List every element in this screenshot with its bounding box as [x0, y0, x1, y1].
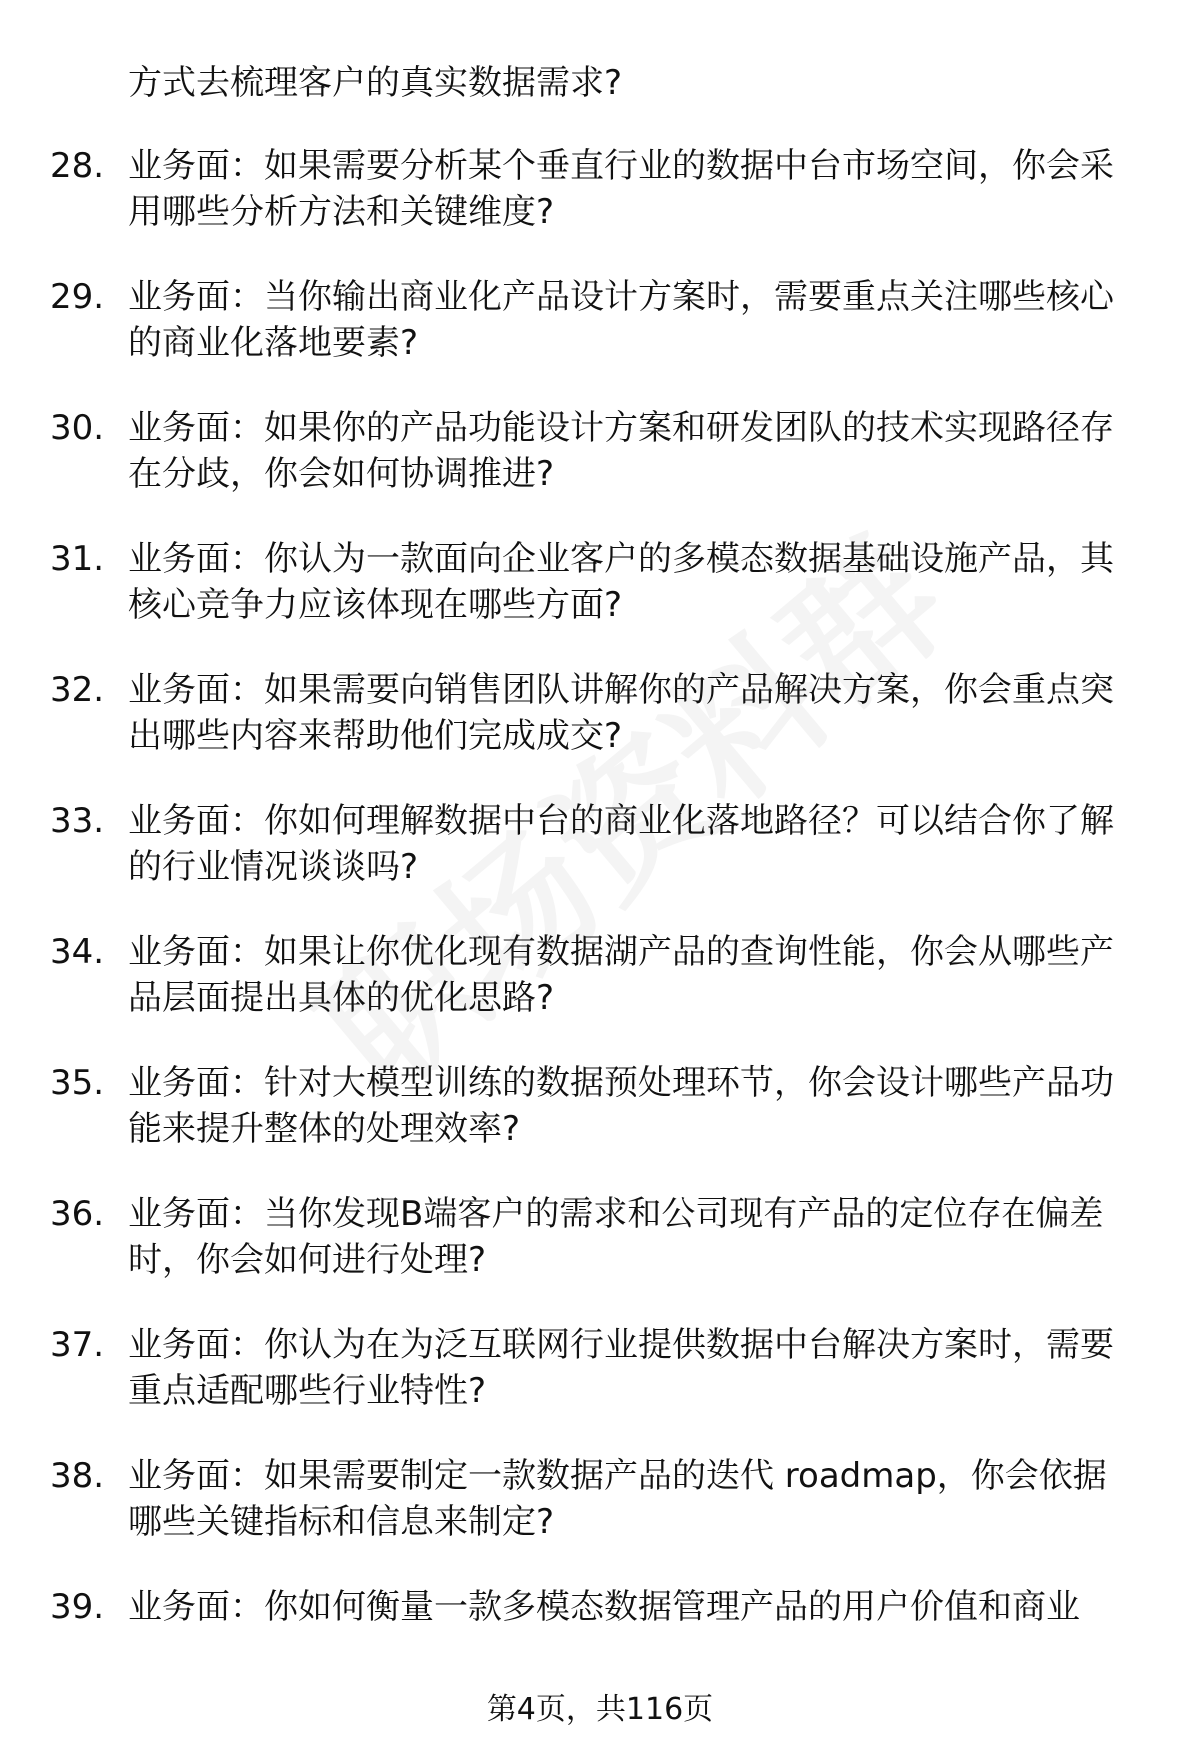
question-text: 业务面：你认为一款面向企业客户的多模态数据基础设施产品，其核心竞争力应该体现在哪些方面?	[128, 539, 1114, 625]
question-text: 业务面：如果你的产品功能设计方案和研发团队的技术实现路径存在分歧，你会如何协调推进?	[128, 408, 1114, 494]
question-item	[50, 143, 1150, 274]
question-text: 业务面：你如何理解数据中台的商业化落地路径？可以结合你了解的行业情况谈谈吗?	[128, 801, 1114, 887]
question-number: 34.	[50, 932, 105, 972]
question-item	[50, 536, 1150, 667]
question-number: 38.	[50, 1456, 105, 1496]
question-number: 36.	[50, 1194, 105, 1234]
question-item	[50, 798, 1150, 929]
question-item	[50, 1453, 1150, 1584]
question-text: 业务面：如果需要向销售团队讲解你的产品解决方案，你会重点突出哪些内容来帮助他们完成成交?	[128, 670, 1114, 756]
question-item	[50, 667, 1150, 798]
question-text: 业务面：当你输出商业化产品设计方案时，需要重点关注哪些核心的商业化落地要素?	[128, 277, 1114, 363]
question-item	[50, 1191, 1150, 1322]
question-item	[50, 405, 1150, 536]
question-item	[50, 929, 1150, 1060]
question-text: 业务面：如果需要分析某个垂直行业的数据中台市场空间，你会采用哪些分析方法和关键维度?	[128, 146, 1114, 232]
question-number: 33.	[50, 801, 105, 841]
question-text: 业务面：针对大模型训练的数据预处理环节，你会设计哪些产品功能来提升整体的处理效率?	[128, 1063, 1114, 1149]
question-number: 32.	[50, 670, 105, 710]
question-item	[50, 274, 1150, 405]
continuation-text: 方式去梳理客户的真实数据需求?	[128, 63, 623, 103]
question-item	[50, 1322, 1150, 1453]
question-number: 39.	[50, 1587, 105, 1627]
question-text: 业务面：当你发现B端客户的需求和公司现有产品的定位存在偏差时，你会如何进行处理?	[128, 1194, 1104, 1280]
question-item	[50, 1060, 1150, 1191]
question-list	[50, 143, 1150, 1715]
question-text: 业务面：你如何衡量一款多模态数据管理产品的用户价值和商业	[128, 1587, 1080, 1627]
page-footer: 第4页，共116页	[486, 1692, 714, 1727]
question-number: 37.	[50, 1325, 105, 1365]
question-number: 31.	[50, 539, 105, 579]
question-number: 35.	[50, 1063, 105, 1103]
question-number: 30.	[50, 408, 105, 448]
question-number: 28.	[50, 146, 105, 186]
question-text: 业务面：如果让你优化现有数据湖产品的查询性能，你会从哪些产品层面提出具体的优化思路?	[128, 932, 1114, 1018]
question-text: 业务面：你认为在为泛互联网行业提供数据中台解决方案时，需要重点适配哪些行业特性?	[128, 1325, 1114, 1411]
question-text: 业务面：如果需要制定一款数据产品的迭代 roadmap，你会依据哪些关键指标和信息来制定?	[128, 1456, 1107, 1542]
question-number: 29.	[50, 277, 105, 317]
